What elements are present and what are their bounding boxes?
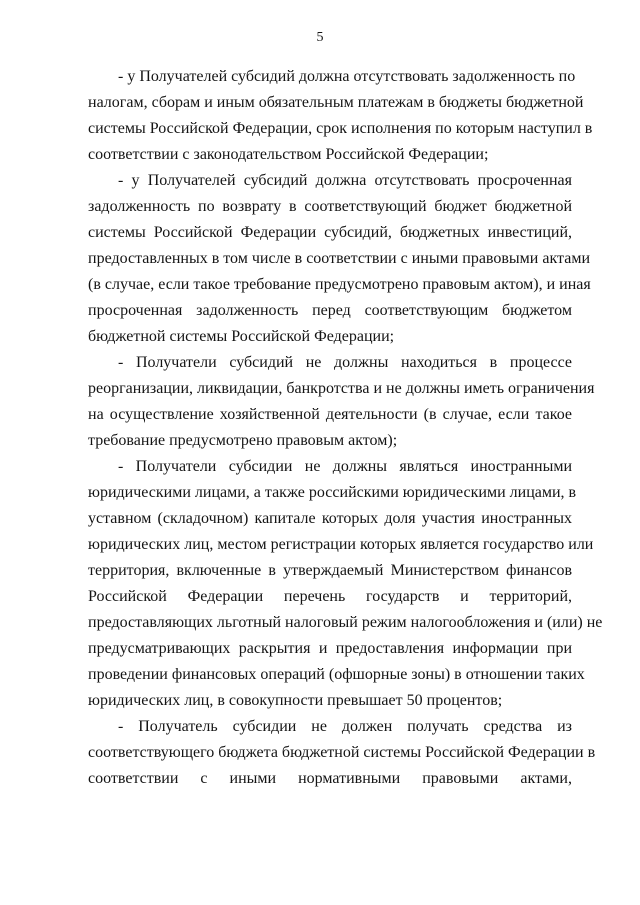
text-line: - Получатель субсидии не должен получать средства из <box>118 718 572 735</box>
text-line: юридическими лицами, а также российскими юридическими лицами, в <box>88 484 577 501</box>
page-number: 5 <box>316 30 324 45</box>
text-line: - Получатели субсидий не должны находиться в процессе <box>118 354 572 371</box>
text-line: территория, включенные в утверждаемый Министерством финансов <box>88 562 572 579</box>
text-line: налогам, сборам и иным обязательным платежам в бюджеты бюджетной <box>88 94 584 111</box>
text-line: юридических лиц, в совокупности превышает 50 процентов; <box>88 692 503 709</box>
text-line: юридических лиц, местом регистрации которых является государство или <box>88 536 594 553</box>
text-line: системы Российской Федерации, срок исполнения по которым наступил в <box>88 120 593 137</box>
text-line: проведении финансовых операций (офшорные зоны) в отношении таких <box>88 666 585 683</box>
text-line: - у Получателей субсидий должна отсутствовать задолженность по <box>118 68 576 85</box>
text-line: требование предусмотрено правовым актом); <box>88 432 398 449</box>
text-line: задолженность по возврату в соответствующий бюджет бюджетной <box>88 198 572 215</box>
text-line: соответствии с иными нормативными правовыми актами, <box>88 770 572 787</box>
text-line: на осуществление хозяйственной деятельности (в случае, если такое <box>88 406 572 423</box>
text-line: уставном (складочном) капитале которых доля участия иностранных <box>88 510 572 527</box>
text-line: предоставляющих льготный налоговый режим налогообложения и (или) не <box>88 614 603 631</box>
text-line: предоставленных в том числе в соответствии с иными правовыми актами <box>88 250 591 267</box>
text-line: реорганизации, ликвидации, банкротства и не должны иметь ограничения <box>88 380 595 397</box>
text-line: предусматривающих раскрытия и предоставления информации при <box>88 640 572 657</box>
text-line: - Получатели субсидии не должны являться иностранными <box>118 458 572 475</box>
text-line: Российской Федерации перечень государств и территорий, <box>88 588 572 605</box>
text-line: бюджетной системы Российской Федерации; <box>88 328 395 345</box>
text-line: соответствующего бюджета бюджетной системы Российской Федерации в <box>88 744 596 761</box>
text-line: системы Российской Федерации субсидий, бюджетных инвестиций, <box>88 224 572 241</box>
text-line: соответствии с законодательством Российской Федерации; <box>88 146 489 163</box>
text-line: просроченная задолженность перед соответствующим бюджетом <box>88 302 572 319</box>
text-line: - у Получателей субсидий должна отсутствовать просроченная <box>118 172 572 189</box>
text-line: (в случае, если такое требование предусмотрено правовым актом), и иная <box>88 276 591 293</box>
